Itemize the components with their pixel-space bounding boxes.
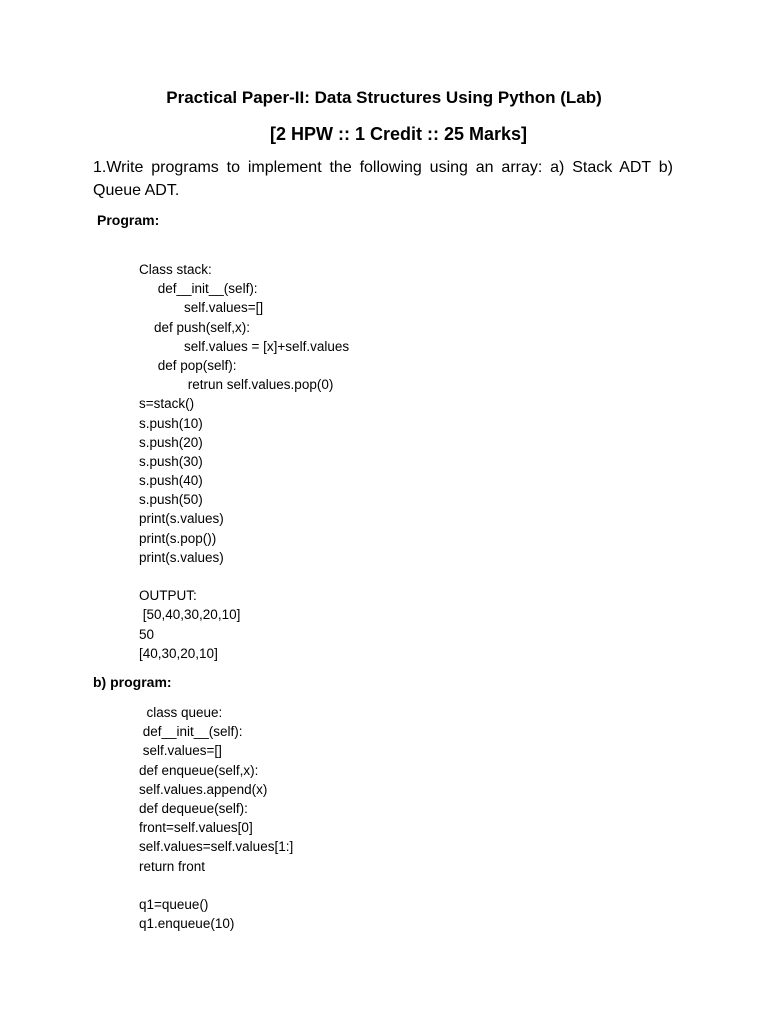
code-line: class queue:: [139, 705, 223, 720]
code-line: self.values = [x]+self.values: [139, 338, 350, 354]
code-line: retrun self.values.pop(0): [139, 377, 334, 393]
code-line: def__init__(self):: [139, 281, 258, 297]
page-subtitle: [2 HPW :: 1 Credit :: 25 Marks]: [270, 124, 528, 144]
code-line: [50,40,30,20,10]: [139, 607, 241, 623]
code-line: self.values=self.values[1:]: [139, 839, 294, 855]
code-line: s.push(20): [139, 434, 203, 450]
queue-code-block: [139, 703, 293, 933]
code-line: s.push(50): [139, 492, 203, 508]
b-program-label: b) program:: [93, 674, 172, 690]
code-line: Class stack:: [139, 262, 212, 277]
code-line: [139, 567, 349, 586]
code-line: self.values=[]: [139, 300, 264, 316]
code-line: s.push(40): [139, 473, 203, 489]
code-line: print(s.values): [139, 549, 224, 565]
page-title: Practical Paper-II: Data Structures Using Python (Lab): [166, 88, 602, 107]
code-line: 50: [139, 626, 155, 642]
code-line: print(s.pop()): [139, 530, 217, 546]
code-line: def push(self,x):: [139, 319, 251, 335]
code-line: [40,30,20,10]: [139, 645, 218, 661]
code-line: q1.enqueue(10): [139, 916, 235, 932]
code-line: print(s.values): [139, 511, 224, 527]
code-line: front=self.values[0]: [139, 820, 253, 836]
code-line: self.values.append(x): [139, 781, 268, 797]
code-line: OUTPUT:: [139, 588, 197, 604]
program-label: Program:: [97, 212, 160, 228]
code-line: self.values=[]: [139, 743, 222, 759]
question-text: 1.Write programs to implement the following using an array: a) Stack ADT b) Queue ADT.: [93, 159, 673, 199]
code-line: def__init__(self):: [139, 724, 243, 740]
code-line: def enqueue(self,x):: [139, 762, 259, 778]
code-line: return front: [139, 858, 206, 874]
code-line: [139, 876, 293, 895]
code-line: s.push(10): [139, 415, 203, 431]
code-line: s=stack(): [139, 396, 195, 412]
code-line: q1=queue(): [139, 896, 209, 912]
code-line: def dequeue(self):: [139, 800, 248, 816]
code-line: def pop(self):: [139, 357, 237, 373]
code-line: s.push(30): [139, 453, 203, 469]
stack-code-block: [139, 260, 349, 663]
